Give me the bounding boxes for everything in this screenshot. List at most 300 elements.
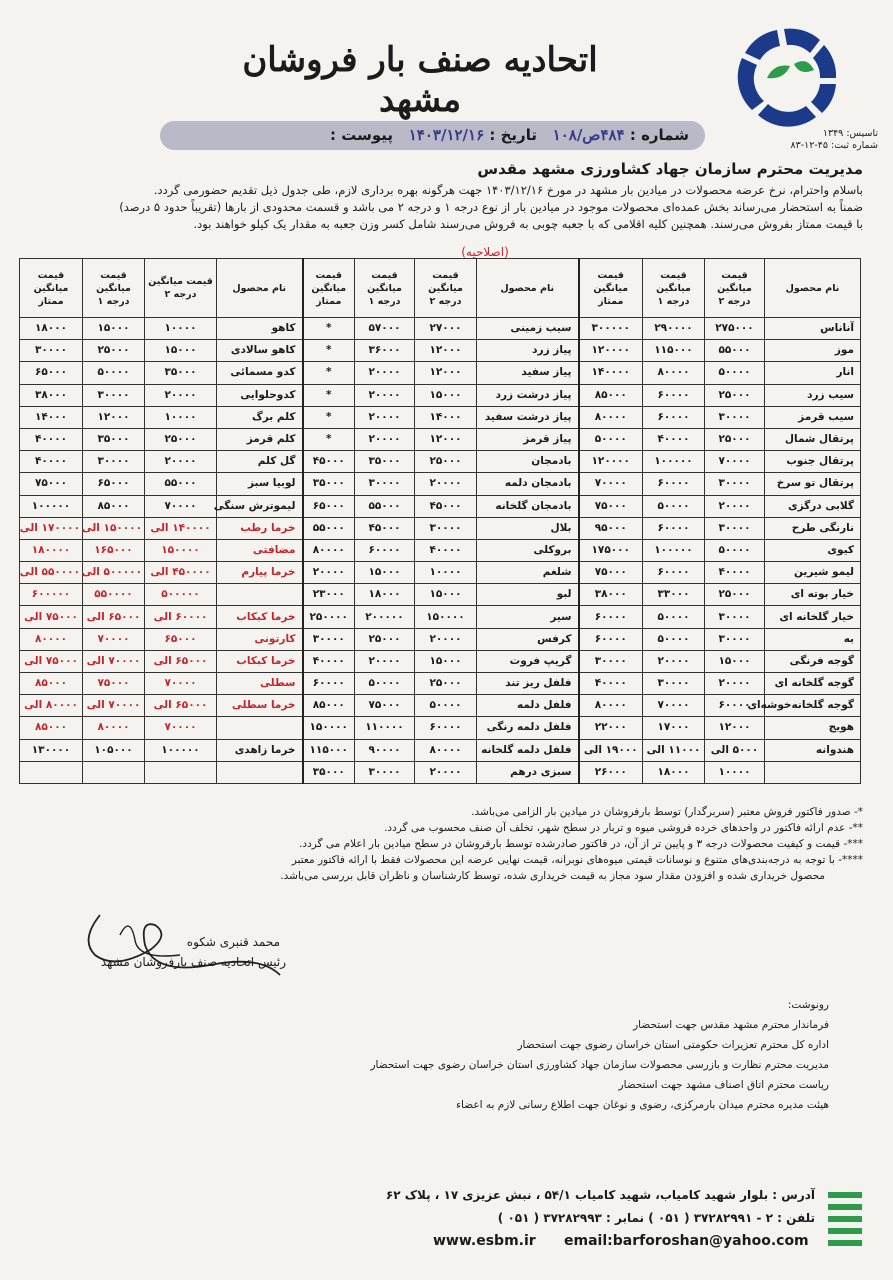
product-name-cell: بادمجان	[477, 451, 579, 473]
price-cell: ۱۵۰۰۰	[705, 650, 765, 672]
price-cell: ۶۰۰۰۰	[643, 473, 705, 495]
note-line: ****- با توجه به درجه‌بندی‌های متنوع و نوسانات قیمتی میوه‌های نوبرانه، قیمت نهایی عرضه این محصولات فقط با ارائه فاکتور معتبر	[291, 854, 863, 866]
price-cell: ۷۰۰۰۰	[643, 695, 705, 717]
price-cell: ۱۲۰۰۰۰	[579, 340, 643, 362]
table-row	[20, 650, 861, 672]
price-cell: ۲۵۰۰۰	[705, 384, 765, 406]
product-name-cell: لبو	[477, 584, 579, 606]
price-cell: ۸۰۰۰۰ الی	[20, 695, 83, 717]
price-cell: ۷۵۰۰۰	[20, 473, 83, 495]
price-cell: ۸۵۰۰۰	[303, 695, 355, 717]
product-name-cell: پرتقال تو سرخ	[765, 473, 861, 495]
table-row	[20, 473, 861, 495]
price-cell: ۳۶۰۰۰	[355, 340, 415, 362]
product-name-cell: سیر	[477, 606, 579, 628]
price-cell: *	[303, 406, 355, 428]
recipient-line: مدیریت محترم سازمان جهاد کشاورزی مشهد مقدس	[477, 160, 863, 178]
price-cell: ۱۵۰۰۰۰	[415, 606, 477, 628]
product-name-cell: انار	[765, 362, 861, 384]
product-name-cell: لیمو شیرین	[765, 562, 861, 584]
date-value: ۱۴۰۳/۱۲/۱۶	[408, 126, 485, 144]
price-cell: ۶۰۰۰۰ الی	[145, 606, 217, 628]
price-cell: ۶۵۰۰۰	[145, 628, 217, 650]
price-cell: ۸۰۰۰۰	[579, 695, 643, 717]
table-header-cell: قیمت میانگین درجه ۲	[705, 259, 765, 318]
price-cell: ۶۰۰۰۰	[415, 717, 477, 739]
product-name-cell: کلم برگ	[217, 406, 303, 428]
note-line: *- صدور فاکتور فروش معتبر (سربرگدار) توسط بارفروشان در میادین بار الزامی می‌باشد.	[471, 806, 863, 818]
price-cell: ۱۲۰۰۰	[415, 362, 477, 384]
price-cell: ۷۰۰۰۰	[145, 717, 217, 739]
price-cell: ۴۰۰۰۰	[705, 562, 765, 584]
price-cell: ۶۰۰۰۰	[579, 606, 643, 628]
note-line: **- عدم ارائه فاکتور در واحدهای خرده فروشی میوه و تربار در سطح شهر، تخلف آن صنف محسوب می گردد.	[384, 822, 863, 834]
product-name-cell: خرما رطب	[217, 517, 303, 539]
notes-block	[33, 804, 863, 884]
price-cell: ۱۶۵۰۰۰	[83, 539, 145, 561]
table-row	[20, 673, 861, 695]
footer-leaf-icon	[824, 1186, 866, 1248]
price-cell: ۵۰۰۰۰	[83, 362, 145, 384]
price-cell: ۸۰۰۰۰	[643, 362, 705, 384]
price-cell: ۱۰۰۰۰۰	[20, 495, 83, 517]
price-table	[19, 258, 861, 784]
product-name-cell	[217, 717, 303, 739]
price-cell: ۴۰۰۰۰	[20, 428, 83, 450]
price-cell: ۶۵۰۰۰ الی	[145, 650, 217, 672]
table-row	[20, 606, 861, 628]
table-row	[20, 318, 861, 340]
product-name-cell: سطلی	[217, 673, 303, 695]
price-cell: ۶۰۰۰۰۰	[20, 584, 83, 606]
price-cell: ۲۰۰۰۰	[355, 384, 415, 406]
price-cell: ۳۰۰۰۰	[303, 628, 355, 650]
product-name-cell: خرما سطلی	[217, 695, 303, 717]
price-cell: ۳۰۰۰۰	[355, 473, 415, 495]
price-cell: ۵۰۰۰۰	[355, 673, 415, 695]
product-name-cell: پیاز زرد	[477, 340, 579, 362]
price-cell: ۵۷۰۰۰	[355, 318, 415, 340]
price-cell: ۳۵۰۰۰	[303, 473, 355, 495]
price-cell: ۱۵۰۰۰۰	[145, 539, 217, 561]
price-cell: ۶۰۰۰۰	[303, 673, 355, 695]
price-cell: ۱۰۰۰۰	[145, 318, 217, 340]
price-cell: ۳۰۰۰۰	[20, 340, 83, 362]
product-name-cell: گوجه گلخانه‌خوشه‌ای	[765, 695, 861, 717]
product-name-cell: بلال	[477, 517, 579, 539]
price-cell: *	[303, 340, 355, 362]
product-name-cell: سیب زرد	[765, 384, 861, 406]
product-name-cell	[217, 761, 303, 783]
price-cell: ۱۱۵۰۰۰	[643, 340, 705, 362]
price-cell: ۲۰۰۰۰	[145, 451, 217, 473]
price-cell: ۵۵۰۰۰	[303, 517, 355, 539]
price-cell: ۴۵۰۰۰	[415, 495, 477, 517]
price-cell: ۲۰۰۰۰	[355, 406, 415, 428]
price-cell: ۳۰۰۰۰	[355, 761, 415, 783]
number-value: ۴۸۴ص/۱۰۸	[552, 126, 625, 144]
price-cell: ۸۵۰۰۰	[83, 495, 145, 517]
product-name-cell: بادمجان گلخانه	[477, 495, 579, 517]
price-cell: ۲۰۰۰۰	[705, 673, 765, 695]
price-cell: ۵۰۰۰ الی	[705, 739, 765, 761]
price-cell: ۱۴۰۰۰۰	[579, 362, 643, 384]
price-cell: ۷۵۰۰۰	[579, 562, 643, 584]
cc-item: فرماندار محترم مشهد مقدس جهت استحضار	[633, 1019, 829, 1031]
correction-label: (اصلاحیه)	[461, 245, 509, 259]
product-name-cell: خیار گلخانه ای	[765, 606, 861, 628]
table-header-cell: نام محصول	[477, 259, 579, 318]
product-name-cell: لیموترش سنگی	[217, 495, 303, 517]
price-cell: ۵۰۰۰۰	[643, 606, 705, 628]
product-name-cell: هندوانه	[765, 739, 861, 761]
price-cell: ۱۰۰۰۰۰	[145, 739, 217, 761]
price-cell: ۲۵۰۰۰۰	[303, 606, 355, 628]
price-cell: ۳۵۰۰۰	[83, 428, 145, 450]
price-cell: ۱۱۵۰۰۰	[303, 739, 355, 761]
price-cell: ۱۰۰۰۰۰	[643, 539, 705, 561]
table-row	[20, 495, 861, 517]
price-cell	[145, 761, 217, 783]
signatory-name: محمد قنبری شکوه	[186, 935, 280, 949]
product-name-cell: فلفل ریز تند	[477, 673, 579, 695]
price-cell: ۲۵۰۰۰	[415, 673, 477, 695]
price-cell: ۴۵۰۰۰	[355, 517, 415, 539]
price-cell: ۵۰۰۰۰	[579, 428, 643, 450]
price-cell: ۸۵۰۰۰	[579, 384, 643, 406]
price-cell: ۱۲۰۰۰	[415, 340, 477, 362]
table-body	[20, 318, 861, 784]
letterhead-title: اتحادیه صنف بار فروشان مشهد	[242, 40, 598, 120]
product-name-cell: پیاز سفید	[477, 362, 579, 384]
price-cell: ۳۰۰۰۰	[705, 473, 765, 495]
price-cell: ۱۴۰۰۰	[20, 406, 83, 428]
table-row	[20, 406, 861, 428]
table-row	[20, 717, 861, 739]
price-cell: ۵۰۰۰۰	[705, 362, 765, 384]
price-cell: ۵۰۰۰۰	[705, 539, 765, 561]
price-cell: ۸۰۰۰۰	[415, 739, 477, 761]
logo-meta	[718, 128, 878, 152]
product-name-cell: کیوی	[765, 539, 861, 561]
price-cell: ۳۵۰۰۰	[355, 451, 415, 473]
price-cell: ۲۰۰۰۰	[643, 650, 705, 672]
intro-line: ضمناً به استحضار می‌رساند بخش عمده‌ای محصولات موجود در میادین بار از نوع درجه ۱ و درجه ۲ می باشد و قسمت محدودی از بارها (تقریباً حدود ۵ درصد)	[119, 200, 863, 214]
price-cell: ۲۰۰۰۰	[355, 650, 415, 672]
price-cell: ۴۰۰۰۰	[579, 673, 643, 695]
price-cell: ۱۸۰۰۰	[20, 318, 83, 340]
price-cell: ۳۰۰۰۰	[643, 673, 705, 695]
price-cell: ۱۴۰۰۰	[415, 406, 477, 428]
table-header-cell: نام محصول	[765, 259, 861, 318]
table-row	[20, 384, 861, 406]
price-cell: ۳۳۰۰۰	[643, 584, 705, 606]
product-name-cell: گوجه گلخانه ای	[765, 673, 861, 695]
cc-item: مدیریت محترم نظارت و بازرسی محصولات سازمان جهاد کشاورزی استان خراسان رضوی جهت استحضار	[370, 1059, 829, 1071]
cc-item: هیئت مدیره محترم میدان بارمرکزی، رضوی و نوغان جهت اطلاع رسانی لازم به اعضاء	[456, 1099, 829, 1111]
price-cell: ۲۰۰۰۰	[705, 495, 765, 517]
price-cell: ۱۵۰۰۰	[415, 650, 477, 672]
price-cell: ۱۸۰۰۰	[643, 761, 705, 783]
price-cell: ۲۰۰۰۰	[355, 428, 415, 450]
product-name-cell: پیاز قرمز	[477, 428, 579, 450]
product-name-cell: فلفل دلمه گلخانه	[477, 739, 579, 761]
product-name-cell: پرتقال شمال	[765, 428, 861, 450]
product-name-cell: کلم قرمز	[217, 428, 303, 450]
table-header-cell: نام محصول	[217, 259, 303, 318]
price-cell: ۷۰۰۰۰	[83, 628, 145, 650]
price-cell: ۶۰۰۰۰	[643, 406, 705, 428]
product-name-cell: کدوحلوایی	[217, 384, 303, 406]
product-name-cell: خرما کبکاب	[217, 606, 303, 628]
price-cell: ۹۰۰۰۰	[355, 739, 415, 761]
price-cell: ۵۰۰۰۰۰ الی	[83, 562, 145, 584]
table-header-cell: قیمت میانگین ممتاز	[20, 259, 83, 318]
price-cell: ۱۱۰۰۰۰	[355, 717, 415, 739]
table-header-cell: قیمت میانگین درجه ۱	[355, 259, 415, 318]
price-cell: ۷۰۰۰۰	[705, 451, 765, 473]
price-cell: ۷۵۰۰۰	[355, 695, 415, 717]
price-cell: ۷۵۰۰۰	[83, 673, 145, 695]
product-name-cell: آناناس	[765, 318, 861, 340]
product-name-cell: سیب زمینی	[477, 318, 579, 340]
price-cell: ۷۵۰۰۰ الی	[20, 606, 83, 628]
price-cell: ۶۵۰۰۰	[303, 495, 355, 517]
product-name-cell: گریپ فروت	[477, 650, 579, 672]
founded-text: تاسیس: ۱۳۴۹	[822, 128, 878, 139]
table-header-cell: قیمت میانگین درجه ۱	[643, 259, 705, 318]
table-row	[20, 428, 861, 450]
attachment-label: پیوست :	[330, 126, 394, 144]
price-cell: ۱۰۰۰۰	[705, 761, 765, 783]
table-header-cell: قیمت میانگین ممتاز	[579, 259, 643, 318]
price-cell: ۳۸۰۰۰	[20, 384, 83, 406]
price-cell: ۶۵۰۰۰	[83, 473, 145, 495]
price-cell: ۲۵۰۰۰	[145, 428, 217, 450]
price-cell: ۲۹۰۰۰۰	[643, 318, 705, 340]
price-cell: ۸۰۰۰۰	[20, 628, 83, 650]
price-cell: ۱۰۰۰۰	[415, 562, 477, 584]
price-cell: ۱۷۰۰۰	[643, 717, 705, 739]
price-cell: ۲۵۰۰۰	[705, 584, 765, 606]
product-name-cell: کدو مسمائی	[217, 362, 303, 384]
price-cell: ۲۷۵۰۰۰	[705, 318, 765, 340]
registration-text: شماره ثبت: ۴۵-۱۲-۸۳	[790, 140, 878, 151]
product-name-cell: فلفل دلمه رنگی	[477, 717, 579, 739]
price-cell: ۸۵۰۰۰	[20, 717, 83, 739]
price-cell: ۱۸۰۰۰۰	[20, 539, 83, 561]
price-cell: ۳۵۰۰۰	[303, 761, 355, 783]
price-cell: ۳۸۰۰۰	[579, 584, 643, 606]
price-cell: ۱۲۰۰۰	[83, 406, 145, 428]
price-cell: ۲۲۰۰۰	[579, 717, 643, 739]
cc-item: اداره کل محترم تعزیرات حکومتی استان خراسان رضوی جهت استحضار	[517, 1039, 829, 1051]
price-cell: ۲۰۰۰۰	[415, 628, 477, 650]
note-line: ***- قیمت و کیفیت محصولات درجه ۳ و پایین تر از آن، در فاکتور صادرشده توسط بارفروشان در سطح میادین بار اعلام می گردد.	[299, 838, 863, 850]
price-cell: ۸۰۰۰۰	[579, 406, 643, 428]
table-header-cell: قیمت میانگین ممتاز	[303, 259, 355, 318]
price-cell: ۱۹۰۰۰ الی	[579, 739, 643, 761]
footer-address: آدرس : بلوار شهید کامیاب، شهید کامیاب ۵۴/۱ ، نبش عزیزی ۱۷ ، پلاک ۶۲	[385, 1188, 815, 1202]
product-name-cell: پیاز درشت سفید	[477, 406, 579, 428]
price-cell: ۱۵۰۰۰	[145, 340, 217, 362]
price-cell: ۲۵۰۰۰	[83, 340, 145, 362]
table-row	[20, 739, 861, 761]
product-name-cell: گل کلم	[217, 451, 303, 473]
intro-line: با قیمت ممتاز بفروش می‌رسند. همچنین کلیه اقلامی که با جعبه چوبی به فروش می‌رسند شامل کسر وزن جعبه به مقدار یک کیلو خواهند بود.	[193, 217, 863, 231]
price-cell: *	[303, 362, 355, 384]
price-cell: ۴۵۰۰۰۰ الی	[145, 562, 217, 584]
price-cell: ۱۰۰۰۰	[145, 406, 217, 428]
price-cell: ۵۰۰۰۰	[415, 695, 477, 717]
product-name-cell: سیب قرمز	[765, 406, 861, 428]
price-cell: ۳۰۰۰۰۰	[579, 318, 643, 340]
price-cell: ۵۰۰۰۰۰	[145, 584, 217, 606]
price-cell: ۱۲۰۰۰	[415, 428, 477, 450]
product-name-cell: خرما زاهدی	[217, 739, 303, 761]
price-cell: ۱۳۰۰۰۰	[20, 739, 83, 761]
product-name-cell: کاهو	[217, 318, 303, 340]
price-cell: ۲۷۰۰۰	[415, 318, 477, 340]
price-cell: ۵۵۰۰۰	[355, 495, 415, 517]
price-cell: ۹۵۰۰۰	[579, 517, 643, 539]
price-cell: ۱۸۰۰۰	[355, 584, 415, 606]
table-row	[20, 451, 861, 473]
product-name-cell: لوبیا سبز	[217, 473, 303, 495]
price-cell: ۲۰۰۰۰	[303, 562, 355, 584]
table-row	[20, 362, 861, 384]
price-cell: ۲۰۰۰۰	[415, 761, 477, 783]
price-cell: ۱۰۰۰۰۰	[643, 451, 705, 473]
price-cell: ۵۵۰۰۰۰ الی	[20, 562, 83, 584]
table-row	[20, 562, 861, 584]
product-name-cell: خرما کبکاب	[217, 650, 303, 672]
product-name-cell: کارتونی	[217, 628, 303, 650]
price-cell: ۶۰۰۰۰	[643, 517, 705, 539]
price-cell: ۱۲۰۰۰	[705, 717, 765, 739]
price-cell: ۵۵۰۰۰	[145, 473, 217, 495]
price-cell: ۱۰۵۰۰۰	[83, 739, 145, 761]
product-name-cell: خیار بوته ای	[765, 584, 861, 606]
table-row	[20, 695, 861, 717]
price-cell: ۶۰۰۰۰	[579, 628, 643, 650]
table-row	[20, 761, 861, 783]
price-cell: ۲۰۰۰۰	[355, 362, 415, 384]
price-cell: ۲۵۰۰۰	[355, 628, 415, 650]
product-name-cell: مضافتی	[217, 539, 303, 561]
price-cell: ۱۱۰۰۰ الی	[643, 739, 705, 761]
price-cell: ۷۵۰۰۰	[579, 495, 643, 517]
price-cell: ۶۰۰۰۰	[705, 695, 765, 717]
price-cell: ۶۵۰۰۰ الی	[145, 695, 217, 717]
product-name-cell: کاهو سالادی	[217, 340, 303, 362]
price-cell: ۷۰۰۰۰	[145, 673, 217, 695]
price-cell: ۱۵۰۰۰۰	[303, 717, 355, 739]
price-cell: ۳۰۰۰۰	[579, 650, 643, 672]
cc-block	[329, 995, 829, 1115]
price-cell: ۵۵۰۰۰۰	[83, 584, 145, 606]
price-cell: ۷۵۰۰۰ الی	[20, 650, 83, 672]
cc-item: ریاست محترم اتاق اصناف مشهد جهت استحضار	[618, 1079, 829, 1091]
price-cell: ۵۰۰۰۰	[643, 628, 705, 650]
product-name-cell	[217, 584, 303, 606]
signatory-title: رئیس اتحادیه صنف بارفروشان مشهد	[100, 955, 286, 969]
price-cell: ۲۰۰۰۰	[415, 473, 477, 495]
intro-paragraph	[33, 182, 863, 233]
product-name-cell: پیاز درشت زرد	[477, 384, 579, 406]
product-name-cell: کرفس	[477, 628, 579, 650]
price-cell: ۷۰۰۰۰ الی	[83, 695, 145, 717]
table-row	[20, 628, 861, 650]
product-name-cell: خرما پیارم	[217, 562, 303, 584]
price-cell: ۳۰۰۰۰	[83, 384, 145, 406]
price-cell	[20, 761, 83, 783]
price-cell: ۱۵۰۰۰	[355, 562, 415, 584]
product-name-cell: بروکلی	[477, 539, 579, 561]
price-cell: ۷۰۰۰۰ الی	[83, 650, 145, 672]
table-row	[20, 517, 861, 539]
price-cell: ۲۶۰۰۰	[579, 761, 643, 783]
price-cell: ۲۰۰۰۰۰	[355, 606, 415, 628]
table-header-cell: قیمت میانگین درجه ۱	[83, 259, 145, 318]
product-name-cell: نارنگی طرح	[765, 517, 861, 539]
price-cell: ۶۵۰۰۰ الی	[83, 606, 145, 628]
footer-email[interactable]: email:barforoshan@yahoo.com	[564, 1233, 809, 1249]
price-cell: ۵۵۰۰۰	[705, 340, 765, 362]
price-cell: ۲۵۰۰۰	[415, 451, 477, 473]
price-cell: ۸۵۰۰۰	[20, 673, 83, 695]
product-name-cell: گلابی درگزی	[765, 495, 861, 517]
product-name-cell: به	[765, 628, 861, 650]
footer-website[interactable]: www.esbm.ir	[433, 1233, 536, 1249]
price-table-wrap	[19, 258, 860, 784]
table-row	[20, 584, 861, 606]
price-cell: ۳۵۰۰۰	[145, 362, 217, 384]
price-cell: ۴۰۰۰۰	[20, 451, 83, 473]
price-cell: ۸۰۰۰۰	[83, 717, 145, 739]
price-cell: ۱۴۰۰۰۰ الی	[145, 517, 217, 539]
product-name-cell: پرتقال جنوب	[765, 451, 861, 473]
price-cell: ۳۰۰۰۰	[705, 406, 765, 428]
number-label: شماره :	[629, 126, 689, 144]
price-cell: ۵۰۰۰۰	[643, 495, 705, 517]
price-cell: ۲۳۰۰۰	[303, 584, 355, 606]
product-name-cell: شلغم	[477, 562, 579, 584]
product-name-cell: سبزی درهم	[477, 761, 579, 783]
price-cell: ۳۰۰۰۰	[705, 606, 765, 628]
footer-phones: تلفن : ۲ - ۳۷۲۸۲۹۹۱ ( ۰۵۱ ) نمابر : ۳۷۲۸۲۹۹۳ ( ۰۵۱ )	[497, 1211, 815, 1225]
price-cell: ۶۵۰۰۰	[20, 362, 83, 384]
price-cell: ۲۰۰۰۰	[145, 384, 217, 406]
price-cell: ۴۵۰۰۰	[303, 451, 355, 473]
price-cell: ۱۷۰۰۰۰ الی	[20, 517, 83, 539]
table-header-cell: قیمت میانگین درجه ۲	[145, 259, 217, 318]
price-cell: ۳۰۰۰۰	[415, 517, 477, 539]
price-cell: ۱۵۰۰۰۰ الی	[83, 517, 145, 539]
product-name-cell: موز	[765, 340, 861, 362]
table-row	[20, 340, 861, 362]
price-cell: *	[303, 428, 355, 450]
price-cell: ۷۰۰۰۰	[145, 495, 217, 517]
price-cell: ۳۰۰۰۰	[705, 517, 765, 539]
price-cell: *	[303, 318, 355, 340]
price-cell: ۶۰۰۰۰	[643, 384, 705, 406]
price-cell: ۴۰۰۰۰	[415, 539, 477, 561]
price-cell: ۲۵۰۰۰	[705, 428, 765, 450]
note-line: محصول خریداری شده و افزودن مقدار سود مجاز به قیمت خریداری شده، توسط کارشناسان و ناظران قابل بررسی می‌باشد.	[280, 870, 825, 882]
price-cell: ۴۰۰۰۰	[643, 428, 705, 450]
product-name-cell	[765, 761, 861, 783]
